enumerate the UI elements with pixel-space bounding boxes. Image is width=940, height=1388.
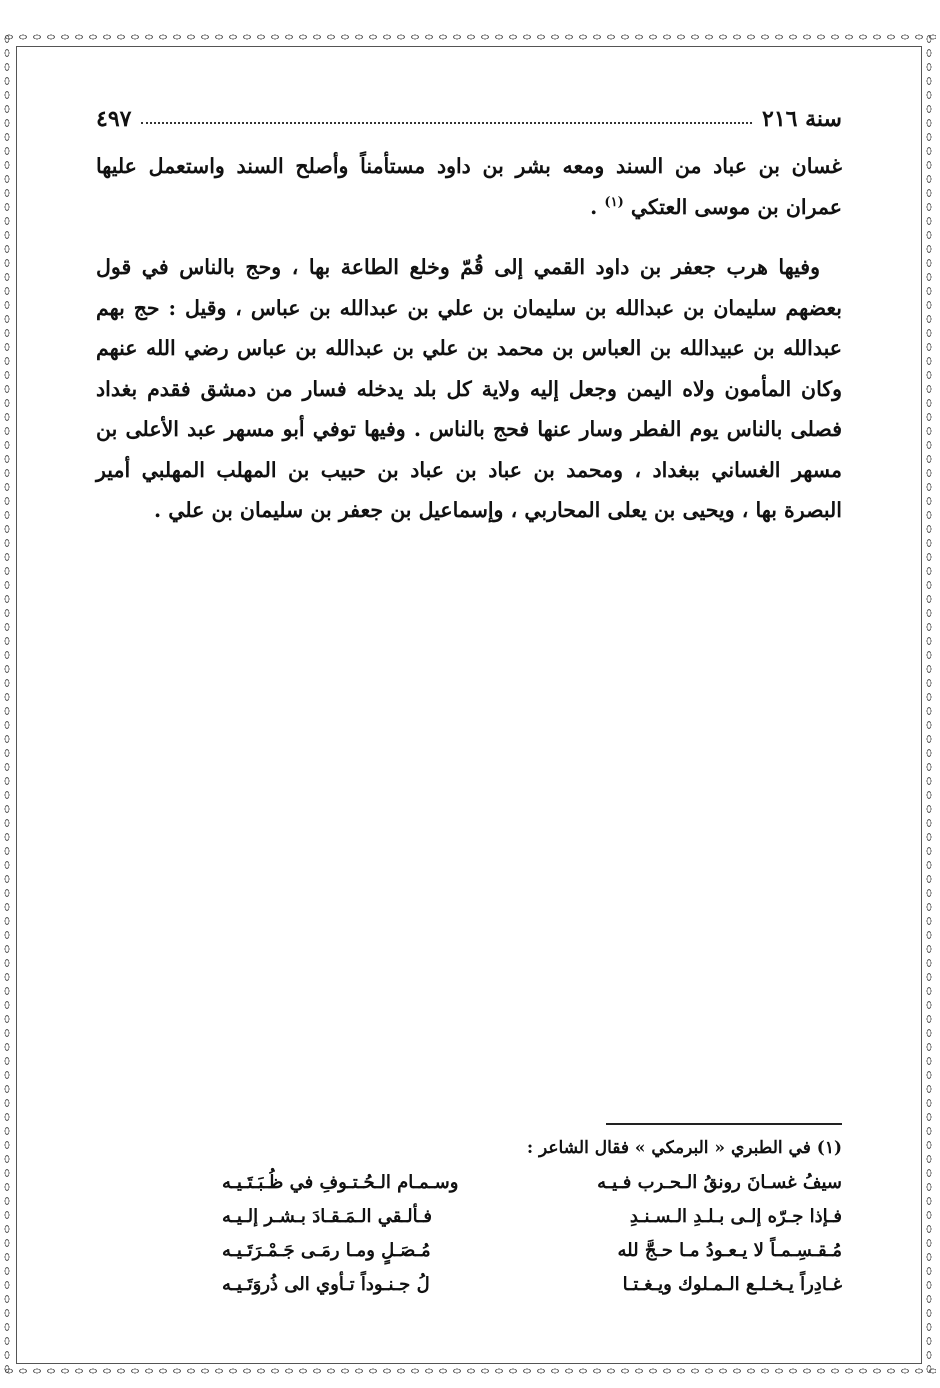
body-text: [96, 146, 842, 531]
footnote-intro: (١) في الطبري « البرمكي » فقال الشاعر :: [526, 1138, 842, 1158]
verse-line: [222, 1172, 842, 1206]
paragraph-2: وفيها هرب جعفر بن داود القمي إلى قُمّ وخلع الطاعة بها ، وحج بالناس في قول بعضهم سليمان بن عبدالله بن سليمان بن علي بن عبدالله بن عباس ، وقيل : حج بهم عبدالله بن عبيدالله بن العباس بن محمد بن علي بن عبدالله بن عباس رضي الله عنهم وكان المأمون ولاه اليمن وجعل إليه ولاية كل بلد يدخله فسار من دمشق فقدم بغداد فصلى بالناس يوم الفطر وسار عنها فحج بالناس . وفيها توفي أبو مسهر عبد الأعلى بن مسهر الغساني ببغداد ، ومحمد بن عباد بن عباد بن حبيب بن المهلب المهلبي أمير البصرة بها ، ويحيى بن يعلى المحاربي ، وإسماعيل بن جعفر بن سليمان بن علي .: [96, 255, 842, 522]
verse-line: [222, 1240, 842, 1274]
ornamental-border-left: [2, 32, 14, 1378]
header-year: سنة ٢١٦: [762, 106, 842, 132]
verse-line: [222, 1274, 842, 1308]
ornamental-border-bottom: [2, 1366, 936, 1378]
footnote-separator: [606, 1123, 842, 1125]
verse-second-hemistich: لُ جـنـوداً تـأوي الى ذُروَتَـيـه: [222, 1274, 430, 1295]
paragraph-1-end: .: [590, 194, 605, 219]
paragraph-1: [96, 146, 842, 227]
verse-first-hemistich: مُـقـسِـمـاً لا يـعـودُ مـا حـجَّ لله: [617, 1240, 842, 1261]
verse-second-hemistich: وسـمـام الـحُـتـوفِ في ظُـبَـتَـيـه: [222, 1172, 459, 1193]
verse-first-hemistich: غـادِراً يـخـلـع الـمـلوك ويـغـتـا: [622, 1274, 842, 1295]
paragraph-1-text: غسان بن عباد من السند ومعه بشر بن داود مستأمناً وأصلح السند واستعمل عليها عمران بن موسى العتكي: [96, 154, 842, 219]
verse-second-hemistich: مُـصَـلٍ ومـا رمَـى جَـمْـرَتَـيـه: [222, 1240, 431, 1261]
footnote-reference[interactable]: (١): [604, 194, 624, 210]
ornamental-border-top: [2, 32, 936, 44]
running-header: [96, 92, 842, 132]
verse-line: [222, 1206, 842, 1240]
verse-second-hemistich: فـألـقي الـمَـقـادَ بـشـر إلـيـه: [222, 1206, 433, 1227]
verse-first-hemistich: فـإذا جـرّه إلـى بـلـدِ الـسـنـدِ: [629, 1206, 842, 1227]
verse-first-hemistich: سيفُ غسـانَ رونقُ الـحـرب فـيـه: [597, 1172, 842, 1193]
header-dot-leader: [141, 121, 752, 124]
ornamental-border-right: [924, 32, 936, 1378]
page-number: ٤٩٧: [96, 106, 132, 132]
